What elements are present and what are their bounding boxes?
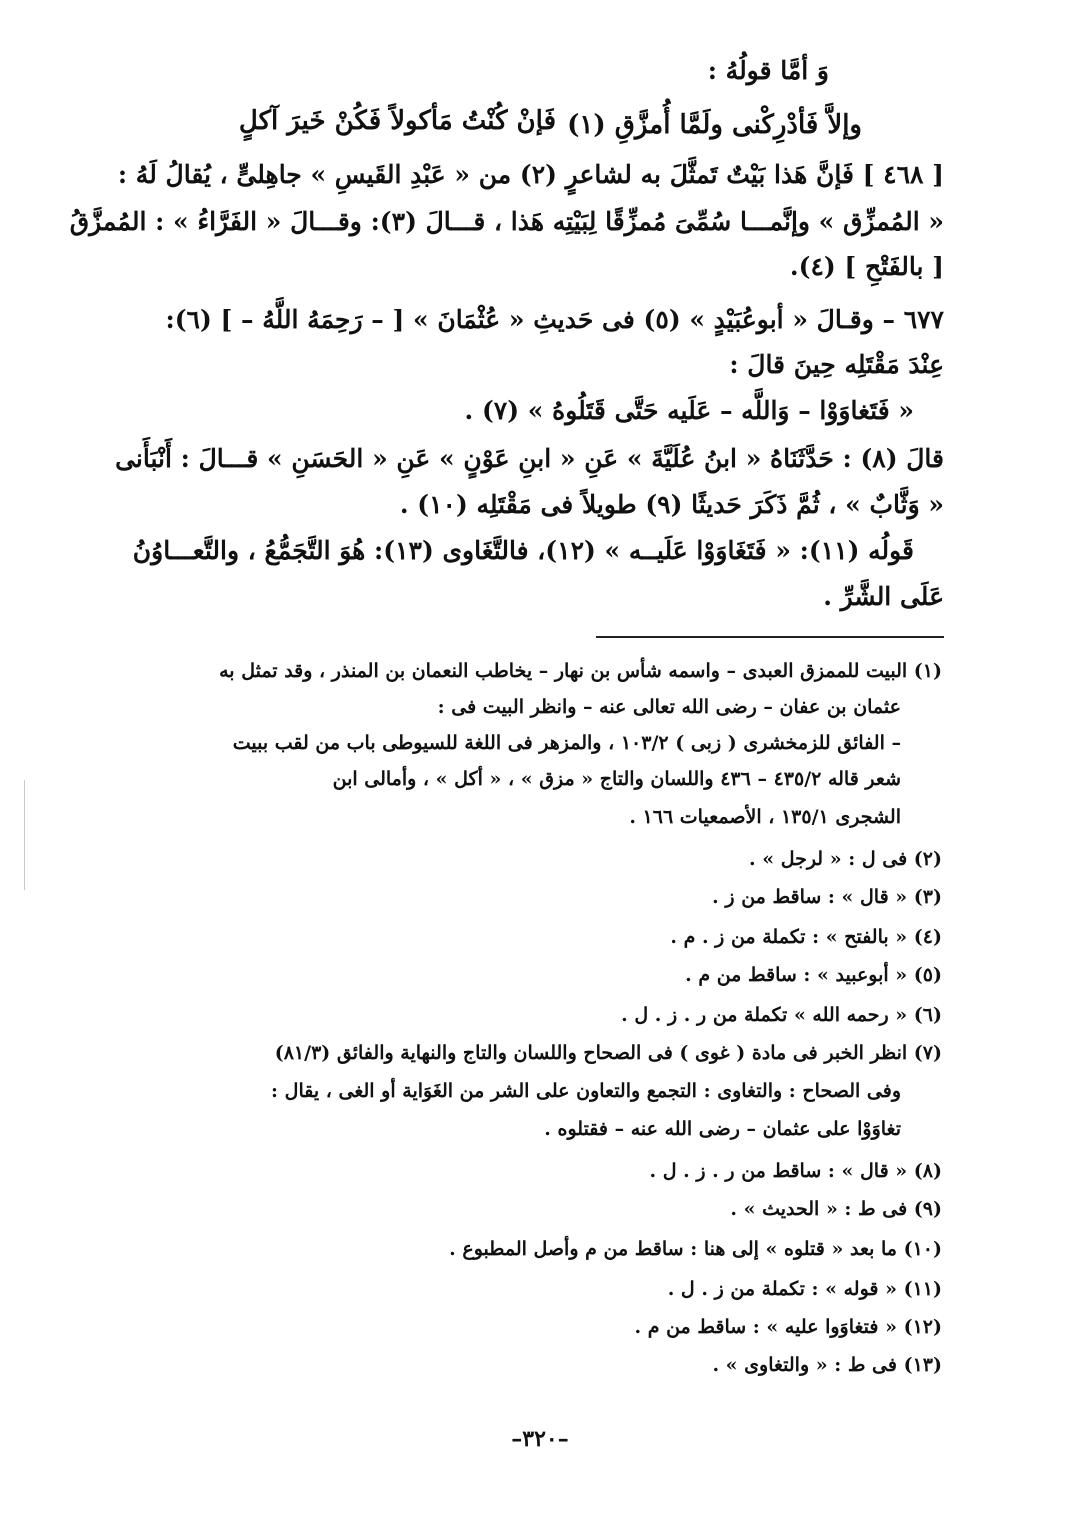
paragraph-line: [ ٤٦٨ ] فَإنَّ هَذا بَيْتٌ تَمثَّلَ به لشاعرٍ (٢) من « عَبْدِ القَيسِ » جاهِلىٍّ ، يُقالُ لَهُ : xyxy=(117,160,944,189)
footnote-8: (٨) « قال » : ساقط من ر . ز . ل . xyxy=(649,1160,942,1182)
verse-first-hemistich: فَإنْ كُنْتُ مَأكولاً فَكُنْ خَيرَ آكلٍ xyxy=(238,106,556,136)
verse-second-hemistich: وإلاَّ فَأدْرِكْنى ولَمَّا أُمزَّقِ (١) xyxy=(567,110,862,140)
scan-margin-mark xyxy=(24,780,25,890)
footnote-2: (٢) فى ل : « لرجل » . xyxy=(748,848,942,870)
footnote-12: (١٢) « فتغاوَوا عليه » : ساقط من م . xyxy=(634,1316,942,1338)
footnote-separator xyxy=(596,636,944,638)
page-number: –٣٢٠– xyxy=(511,1426,569,1452)
intro-line: وَ أمَّا قولُهُ : xyxy=(707,56,829,85)
hadith-quote: « فَتَغاوَوْا – وَاللَّه – عَلَيه حَتَّى قَتَلُوهُ » (٧) . xyxy=(464,396,914,425)
footnote-1-cont: الشجرى ١٣٥/١ ، الأصمعيات ١٦٦ . xyxy=(629,806,901,828)
footnote-6: (٦) « رحمه الله » تكملة من ر . ز . ل . xyxy=(621,1004,942,1026)
footnote-4: (٤) « بالفتح » : تكملة من ز . م . xyxy=(670,926,942,948)
paragraph-line: قالَ (٨) : حَدَّثَنَاهُ « ابنُ عُلَيَّةَ » عَنِ « ابنِ عَوْنٍ » عَنِ « الحَسَنِ » قـــالَ : أَنْبَأَنى xyxy=(115,444,944,473)
paragraph-line: ٦٧٧ – وقـالَ « أبوعُبَيْدٍ » (٥) فى حَديثِ « عُثْمَانَ » [ – رَحِمَهُ اللَّهُ – ] (٦): xyxy=(165,305,944,334)
footnote-1: (١) البيت للممزق العبدى – واسمه شأس بن نهار – يخاطب النعمان بن المنذر ، وقد تمثل به xyxy=(219,660,942,682)
paragraph-line: قَولُه (١١): « فَتَغَاوَوْا عَلَيــه » (١٢)، فالتَّغَاوى (١٣): هُوَ التَّجَمُّعُ ، والتَّعـــاوُنُ xyxy=(132,536,914,565)
paragraph-line: عَلَى الشَّرِّ . xyxy=(823,582,944,611)
footnote-11: (١١) « قوله » : تكملة من ز . ل . xyxy=(667,1278,942,1300)
paragraph-line: « وَثَّابٌ » ، ثُمَّ ذَكَرَ حَديثًا (٩) طويلاً فى مَقْتَلِه (١٠) . xyxy=(399,490,944,519)
footnote-7: (٧) انظر الخبر فى مادة ( غوى ) فى الصحاح واللسان والتاج والنهاية والفائق (٨١/٣) xyxy=(274,1042,942,1064)
paragraph-line: [ بالفَتْحِ ] (٤). xyxy=(789,252,944,281)
footnote-7-cont: وفى الصحاح : والتغاوى : التجمع والتعاون على الشر من الغَوَاية أو الغى ، يقال : xyxy=(271,1080,901,1102)
footnote-10: (١٠) ما بعد « قتلوه » إلى هنا : ساقط من م وأصل المطبوع . xyxy=(449,1238,942,1260)
footnote-1-cont: – الفائق للزمخشرى ( زبى ) ١٠٣/٢ ، والمزهر فى اللغة للسيوطى باب من لقب ببيت xyxy=(232,732,901,754)
footnote-1-cont: عثمان بن عفان – رضى الله تعالى عنه – وانظر البيت فى : xyxy=(437,696,901,718)
footnote-1-cont: شعر قاله ٤٣٥/٢ – ٤٣٦ واللسان والتاج « مزق » ، « أكل » ، وأمالى ابن xyxy=(332,768,901,790)
footnote-3: (٣) « قال » : ساقط من ز . xyxy=(712,886,942,908)
footnote-5: (٥) « أبوعبيد » : ساقط من م . xyxy=(685,964,942,986)
footnote-7-cont: تغاوَوْا على عثمان – رضى الله عنه – فقتلوه . xyxy=(544,1118,901,1140)
paragraph-line: عِنْدَ مَقْتَلِه حِينَ قالَ : xyxy=(729,350,944,379)
paragraph-line: « المُمزِّق » وإنَّمـــا سُمِّىَ مُمزِّقًا لِبَيْتِه هَذا ، قـــالَ (٣): وقـــالَ « الفَرَّاءُ » : المُمزَّقُ xyxy=(69,207,944,236)
footnote-9: (٩) فى ط : « الحديث » . xyxy=(730,1198,942,1220)
footnote-13: (١٣) فى ط : « والتغاوى » . xyxy=(712,1354,942,1376)
